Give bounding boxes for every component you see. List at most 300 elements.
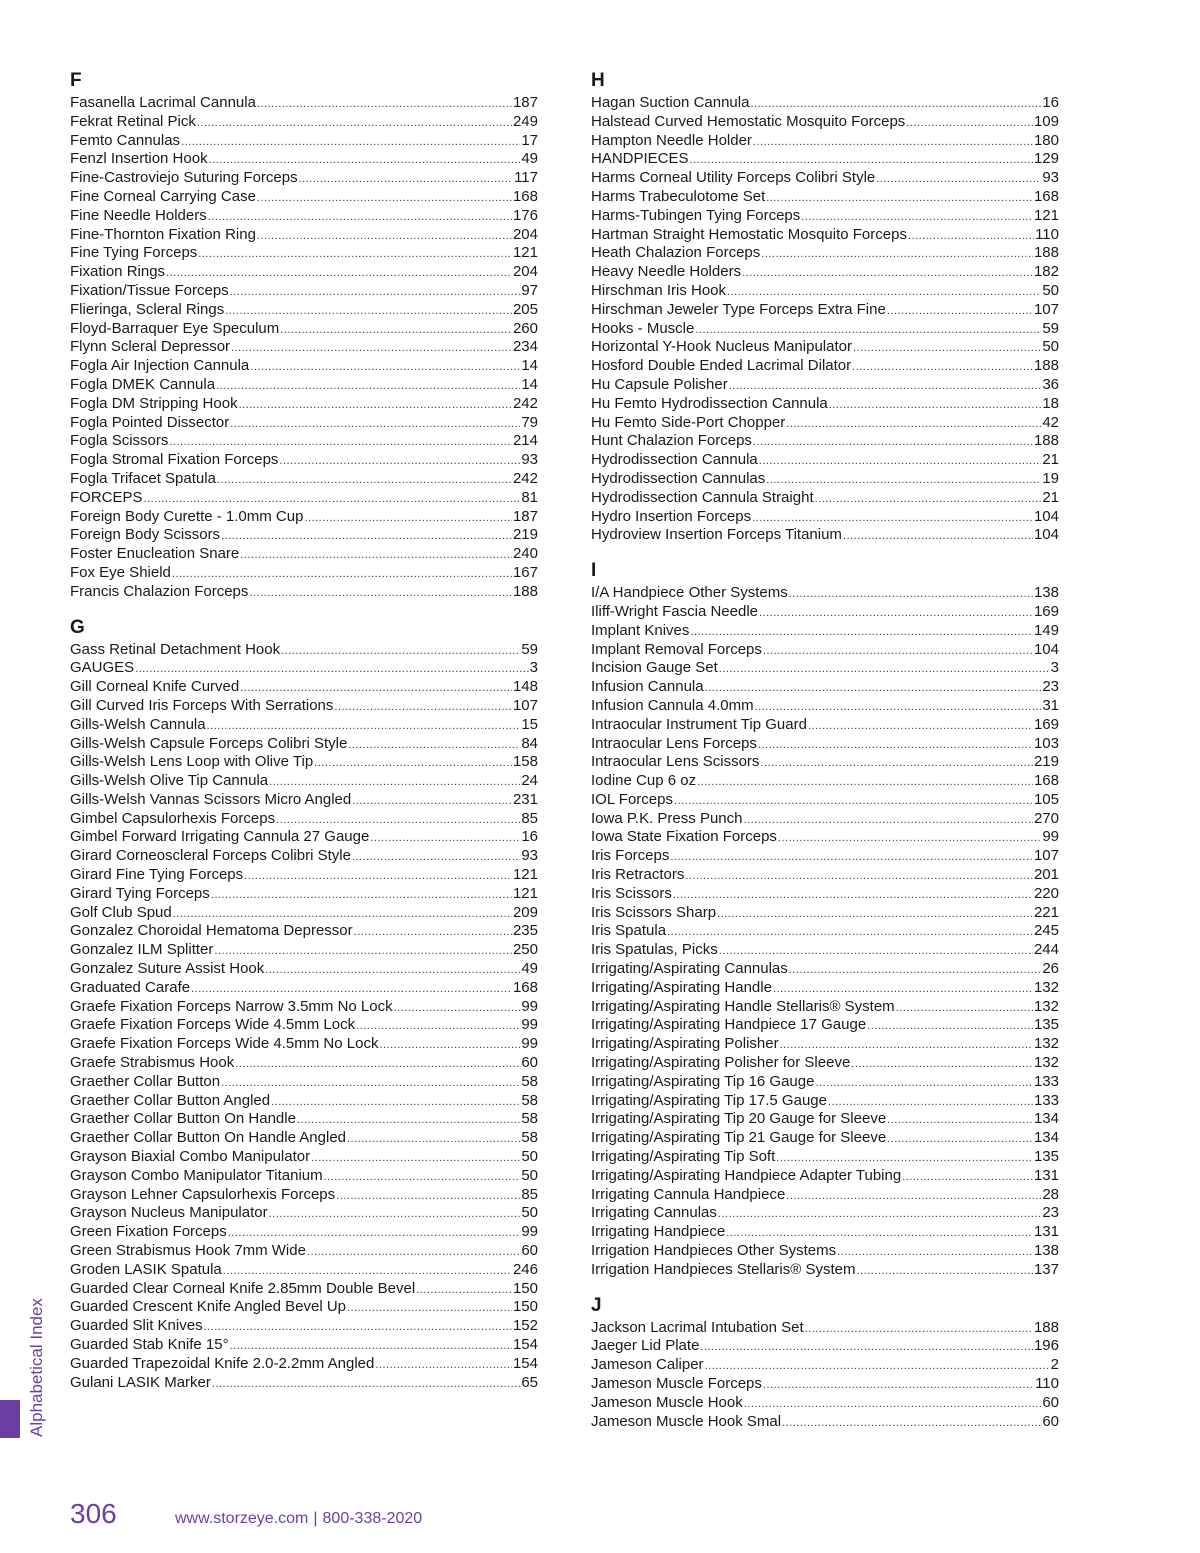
index-entry [591, 810, 1059, 829]
index-entry [591, 1148, 1059, 1167]
dot-leader [279, 452, 520, 470]
dot-leader [347, 1130, 520, 1148]
entry-name: Iris Spatula [591, 922, 667, 940]
index-entry [70, 583, 538, 602]
entry-name: Hydrodissection Cannula [591, 451, 758, 469]
entry-name: Irrigating/Aspirating Handle Stellaris® System [591, 997, 895, 1015]
index-entry [591, 697, 1059, 716]
entry-name: Gonzalez ILM Splitter [70, 941, 214, 959]
entry-page-number: 23 [1042, 1204, 1059, 1222]
entry-page-number: 168 [1033, 772, 1059, 790]
entry-page-number: 188 [1033, 357, 1059, 375]
index-entry [70, 282, 538, 301]
index-section-g [70, 617, 538, 1393]
entry-name: Grayson Biaxial Combo Manipulator [70, 1148, 311, 1166]
dot-leader [276, 811, 520, 829]
entry-page-number: 58 [521, 1072, 538, 1090]
dot-leader [271, 1093, 520, 1111]
dot-leader [228, 1224, 521, 1242]
entry-name: Hirschman Iris Hook [591, 281, 727, 299]
index-entry [70, 564, 538, 583]
dot-leader [837, 1243, 1033, 1261]
entry-page-number: 104 [1033, 507, 1059, 525]
dot-leader [727, 283, 1041, 301]
index-entry [70, 526, 538, 545]
index-entry [591, 489, 1059, 508]
entry-name: Harms Trabeculotome Set [591, 187, 766, 205]
entry-page-number: 249 [512, 112, 538, 130]
entry-page-number: 31 [1042, 696, 1059, 714]
entry-name: Horizontal Y-Hook Nucleus Manipulator [591, 338, 852, 356]
index-entry [70, 1298, 538, 1317]
entry-page-number: 150 [512, 1279, 538, 1297]
entry-name: Gill Corneal Knife Curved [70, 678, 240, 696]
dot-leader [876, 170, 1041, 188]
entry-page-number: 148 [512, 678, 538, 696]
index-entry [591, 132, 1059, 151]
index-entry [591, 847, 1059, 866]
entry-name: Incision Gauge Set [591, 659, 718, 677]
entry-name: Hu Femto Side-Port Chopper [591, 413, 786, 431]
entry-name: Irrigation Handpieces Stellaris® System [591, 1260, 856, 1278]
dot-leader [700, 1338, 1033, 1356]
index-entry [70, 1186, 538, 1205]
entry-page-number: 168 [512, 978, 538, 996]
index-entry [591, 904, 1059, 923]
footer-phone: 800-338-2020 [322, 1510, 423, 1527]
dot-leader [729, 377, 1042, 395]
entry-page-number: 19 [1042, 469, 1059, 487]
index-entry [591, 1129, 1059, 1148]
index-entry [70, 1035, 538, 1054]
entry-name: Hydro Insertion Forceps [591, 507, 752, 525]
dot-leader [197, 114, 512, 132]
entry-page-number: 169 [1033, 715, 1059, 733]
dot-leader [240, 546, 512, 564]
entry-name: Fogla Scissors [70, 432, 169, 450]
entry-page-number: 104 [1033, 526, 1059, 544]
entry-name: Green Strabismus Hook 7mm Wide [70, 1242, 306, 1260]
index-entry [591, 282, 1059, 301]
entry-name: Implant Removal Forceps [591, 640, 762, 658]
entry-page-number: 93 [1042, 169, 1059, 187]
entry-page-number: 135 [1033, 1016, 1059, 1034]
entry-page-number: 15 [521, 715, 538, 733]
index-entry [591, 169, 1059, 188]
dot-leader [169, 433, 512, 451]
dot-leader [172, 565, 512, 583]
dot-leader [230, 415, 520, 433]
index-entry [591, 1167, 1059, 1186]
index-entry [70, 432, 538, 451]
entry-name: Heavy Needle Holders [591, 263, 742, 281]
index-entry [591, 998, 1059, 1017]
entry-page-number: 188 [1033, 244, 1059, 262]
entry-page-number: 50 [521, 1166, 538, 1184]
entry-name: Irrigating/Aspirating Handpiece Adapter Tubing [591, 1166, 902, 1184]
entry-name: Fogla DM Stripping Hook [70, 394, 238, 412]
entry-name: Iris Scissors Sharp [591, 903, 717, 921]
dot-leader [166, 264, 512, 282]
entry-name: Hydroview Insertion Forceps Titanium [591, 526, 842, 544]
entry-name: Graefe Fixation Forceps Narrow 3.5mm No Lock [70, 997, 393, 1015]
dot-leader [726, 1224, 1033, 1242]
entry-page-number: 240 [512, 545, 538, 563]
dot-leader [705, 679, 1042, 697]
index-entry [70, 150, 538, 169]
dot-leader [135, 660, 528, 678]
dot-leader [755, 698, 1042, 716]
index-entry [591, 791, 1059, 810]
entry-page-number: 196 [1033, 1337, 1059, 1355]
index-entry [70, 376, 538, 395]
dot-leader [773, 980, 1033, 998]
entry-name: Iris Forceps [591, 847, 670, 865]
dot-leader [250, 358, 520, 376]
index-entry [70, 885, 538, 904]
dot-leader [786, 1187, 1041, 1205]
entry-name: Graether Collar Button On Handle [70, 1110, 296, 1128]
dot-leader [181, 133, 520, 151]
entry-name: Jameson Caliper [591, 1356, 704, 1374]
dot-leader [780, 1036, 1033, 1054]
entry-page-number: 133 [1033, 1091, 1059, 1109]
entry-name: Infusion Cannula 4.0mm [591, 696, 754, 714]
entry-page-number: 14 [521, 375, 538, 393]
entry-name: Hunt Chalazion Forceps [591, 432, 752, 450]
index-entry [70, 244, 538, 263]
dot-leader [244, 867, 512, 885]
dot-leader [240, 679, 512, 697]
entry-page-number: 167 [512, 563, 538, 581]
index-entry [591, 603, 1059, 622]
entry-page-number: 99 [1042, 828, 1059, 846]
entry-name: Jaeger Lid Plate [591, 1337, 700, 1355]
entry-page-number: 133 [1033, 1072, 1059, 1090]
footer-separator: | [313, 1510, 318, 1527]
entry-page-number: 129 [1033, 150, 1059, 168]
dot-leader [719, 942, 1033, 960]
dot-leader [221, 527, 512, 545]
index-entry [591, 1073, 1059, 1092]
index-entry [591, 584, 1059, 603]
entry-name: Iowa P.K. Press Punch [591, 809, 743, 827]
entry-name: Irrigating/Aspirating Handle [591, 978, 772, 996]
dot-leader [230, 1337, 512, 1355]
dot-leader [705, 1357, 1050, 1375]
dot-leader [752, 509, 1033, 527]
dot-leader [789, 585, 1033, 603]
index-entry [591, 1204, 1059, 1223]
entry-name: Intraocular Lens Forceps [591, 734, 757, 752]
dot-leader [211, 886, 512, 904]
dot-leader [690, 623, 1033, 641]
entry-name: Hooks - Muscle [591, 319, 695, 337]
entry-page-number: 187 [512, 507, 538, 525]
dot-leader [225, 302, 512, 320]
dot-leader [717, 905, 1033, 923]
index-entry [591, 1319, 1059, 1338]
dot-leader [216, 377, 520, 395]
entry-page-number: 168 [1033, 187, 1059, 205]
dot-leader [207, 717, 521, 735]
dot-leader [805, 1320, 1033, 1338]
entry-page-number: 221 [1033, 903, 1059, 921]
entry-page-number: 168 [512, 187, 538, 205]
dot-leader [370, 829, 520, 847]
index-entry [591, 207, 1059, 226]
dot-leader [311, 1149, 520, 1167]
index-entry [70, 866, 538, 885]
entry-page-number: 103 [1033, 734, 1059, 752]
dot-leader [352, 792, 512, 810]
entry-page-number: 158 [512, 753, 538, 771]
entry-page-number: 121 [512, 884, 538, 902]
entry-name: Fine Needle Holders [70, 206, 207, 224]
entry-page-number: 50 [1042, 338, 1059, 356]
dot-leader [348, 736, 520, 754]
dot-leader [697, 773, 1033, 791]
index-entry [591, 1337, 1059, 1356]
dot-leader [808, 717, 1033, 735]
index-entry [70, 659, 538, 678]
dot-leader [887, 1130, 1033, 1148]
entry-page-number: 214 [512, 432, 538, 450]
entry-name: Fogla Stromal Fixation Forceps [70, 451, 279, 469]
entry-page-number: 2 [1050, 1356, 1059, 1374]
dot-leader [801, 208, 1033, 226]
entry-page-number: 81 [521, 488, 538, 506]
entry-name: Gonzalez Choroidal Hematoma Depressor [70, 922, 353, 940]
dot-leader [209, 151, 521, 169]
index-entry [70, 753, 538, 772]
dot-leader [144, 490, 521, 508]
entry-page-number: 176 [512, 206, 538, 224]
entry-name: Flieringa, Scleral Rings [70, 300, 225, 318]
entry-name: Fixation Rings [70, 263, 166, 281]
entry-name: Fogla Air Injection Cannula [70, 357, 250, 375]
entry-name: Hu Femto Hydrodissection Cannula [591, 394, 828, 412]
index-section-j [591, 1295, 1059, 1432]
section-letter-heading: H [591, 70, 605, 91]
index-column-left [70, 70, 538, 1392]
entry-name: Fogla Pointed Dissector [70, 413, 230, 431]
dot-leader [789, 961, 1042, 979]
index-entry [70, 338, 538, 357]
index-entry [591, 1223, 1059, 1242]
index-entry [70, 678, 538, 697]
index-entry [70, 979, 538, 998]
entry-name: Fox Eye Shield [70, 563, 171, 581]
entry-name: HANDPIECES [591, 150, 689, 168]
entry-page-number: 204 [512, 225, 538, 243]
index-entry [591, 188, 1059, 207]
entry-page-number: 93 [521, 847, 538, 865]
entry-name: Iliff-Wright Fascia Needle [591, 602, 759, 620]
entry-page-number: 3 [529, 659, 538, 677]
dot-leader [857, 1262, 1033, 1280]
entry-name: Gimbel Forward Irrigating Cannula 27 Gauge [70, 828, 370, 846]
entry-page-number: 132 [1033, 1054, 1059, 1072]
dot-leader [815, 490, 1042, 508]
index-section-i [591, 560, 1059, 1279]
entry-page-number: 154 [512, 1354, 538, 1372]
page-footer [70, 1498, 422, 1538]
index-entry [70, 1167, 538, 1186]
entry-name: Irrigation Handpieces Other Systems [591, 1242, 837, 1260]
entry-page-number: 49 [521, 960, 538, 978]
entry-page-number: 250 [512, 941, 538, 959]
index-entry [70, 810, 538, 829]
index-entry [591, 263, 1059, 282]
index-entry [591, 1186, 1059, 1205]
entry-page-number: 182 [1033, 263, 1059, 281]
index-entry [70, 113, 538, 132]
index-entry [591, 357, 1059, 376]
entry-page-number: 121 [512, 244, 538, 262]
index-entry [591, 508, 1059, 527]
dot-leader [673, 886, 1033, 904]
entry-name: Graefe Fixation Forceps Wide 4.5mm No Lock [70, 1035, 379, 1053]
dot-leader [695, 321, 1041, 339]
index-entry [591, 659, 1059, 678]
dot-leader [750, 95, 1041, 113]
entry-page-number: 117 [514, 169, 538, 187]
index-entry [70, 489, 538, 508]
dot-leader [759, 604, 1033, 622]
entry-name: Grayson Nucleus Manipulator [70, 1204, 268, 1222]
entry-name: Iowa State Fixation Forceps [591, 828, 777, 846]
entry-name: Gills-Welsh Capsule Forceps Colibri Style [70, 734, 348, 752]
entry-page-number: 18 [1042, 394, 1059, 412]
entry-name: I/A Handpiece Other Systems [591, 584, 788, 602]
entry-page-number: 152 [512, 1317, 538, 1335]
index-entry [70, 1317, 538, 1336]
entry-name: Femto Cannulas [70, 131, 181, 149]
dot-leader [314, 754, 512, 772]
index-entry [591, 979, 1059, 998]
dot-leader [307, 1243, 520, 1261]
entry-name: Guarded Stab Knife 15° [70, 1336, 229, 1353]
entry-page-number: 109 [1033, 112, 1059, 130]
index-entry [70, 1355, 538, 1374]
entry-name: Hartman Straight Hemostatic Mosquito Forceps [591, 225, 907, 243]
dot-leader [352, 848, 520, 866]
entry-name: Irrigating/Aspirating Polisher for Sleeve [591, 1054, 851, 1072]
entry-name: Iris Spatulas, Picks [591, 941, 718, 959]
index-entry [70, 960, 538, 979]
index-entry [70, 470, 538, 489]
entry-page-number: 121 [512, 866, 538, 884]
entry-name: Hirschman Jeweler Type Forceps Extra Fine [591, 300, 886, 318]
entry-page-number: 132 [1033, 978, 1059, 996]
entry-page-number: 105 [1033, 790, 1059, 808]
entry-name: Grayson Lehner Capsulorhexis Forceps [70, 1185, 336, 1203]
dot-leader [766, 189, 1033, 207]
entry-page-number: 219 [1033, 753, 1059, 771]
entry-name: Graether Collar Button [70, 1072, 221, 1090]
entry-name: Jameson Muscle Hook Smal [591, 1412, 782, 1430]
entry-name: Graether Collar Button Angled [70, 1091, 271, 1109]
entry-name: Gill Curved Iris Forceps With Serrations [70, 696, 334, 714]
entry-name: Irrigating/Aspirating Tip 20 Gauge for Sleeve [591, 1110, 887, 1128]
section-letter-heading: F [70, 70, 82, 91]
index-entry [70, 772, 538, 791]
entry-page-number: 138 [1033, 584, 1059, 602]
index-entry [70, 791, 538, 810]
entry-name: Foreign Body Scissors [70, 526, 221, 544]
footer-website-link[interactable]: www.storzeye.com [175, 1510, 309, 1527]
index-entry [591, 94, 1059, 113]
entry-name: Hampton Needle Holder [591, 131, 752, 149]
entry-page-number: 28 [1042, 1185, 1059, 1203]
index-entry [591, 1110, 1059, 1129]
entry-name: Girard Tying Forceps [70, 884, 210, 902]
index-column-right [591, 70, 1059, 1431]
entry-name: Groden LASIK Spatula [70, 1260, 222, 1278]
entry-name: Golf Club Spud [70, 903, 172, 921]
index-entry [591, 735, 1059, 754]
entry-name: Irrigating Handpiece [591, 1223, 726, 1241]
entry-page-number: 58 [521, 1091, 538, 1109]
entry-name: Green Fixation Forceps [70, 1223, 227, 1241]
dot-leader [763, 1376, 1034, 1394]
index-entry [591, 1375, 1059, 1394]
index-entry [70, 226, 538, 245]
entry-page-number: 99 [521, 1016, 538, 1034]
index-entry [70, 1204, 538, 1223]
index-entry [70, 641, 538, 660]
entry-name: Graduated Carafe [70, 978, 191, 996]
index-entry [70, 1280, 538, 1299]
page-number: 306 [70, 1498, 117, 1529]
index-entry [70, 904, 538, 923]
entry-name: Floyd-Barraquer Eye Speculum [70, 319, 280, 337]
dot-leader [829, 396, 1042, 414]
entry-page-number: 16 [521, 828, 538, 846]
dot-leader [782, 1414, 1041, 1432]
entry-page-number: 36 [1042, 375, 1059, 393]
entry-page-number: 24 [521, 772, 538, 790]
dot-leader [843, 527, 1033, 545]
entry-name: Iodine Cup 6 oz [591, 772, 697, 790]
entry-name: Gimbel Capsulorhexis Forceps [70, 809, 276, 827]
entry-page-number: 60 [521, 1242, 538, 1260]
dot-leader [231, 339, 512, 357]
entry-page-number: 219 [512, 526, 538, 544]
entry-name: Irrigating/Aspirating Tip 21 Gauge for Sleeve [591, 1129, 887, 1147]
index-entry [70, 320, 538, 339]
dot-leader [743, 811, 1032, 829]
entry-page-number: 58 [521, 1129, 538, 1147]
index-entry [70, 1261, 538, 1280]
dot-leader [208, 208, 512, 226]
index-entry [591, 395, 1059, 414]
dot-leader [902, 1168, 1033, 1186]
entry-name: IOL Forceps [591, 790, 673, 808]
entry-name: Gonzalez Suture Assist Hook [70, 960, 265, 978]
entry-name: Irrigating Cannulas [591, 1204, 717, 1222]
dot-leader [719, 660, 1050, 678]
entry-name: Fogla Trifacet Spatula [70, 469, 216, 487]
dot-leader [354, 923, 512, 941]
index-entry [591, 244, 1059, 263]
index-entry [70, 697, 538, 716]
side-label-text: Alphabetical Index [27, 1298, 46, 1437]
dot-leader [763, 642, 1033, 660]
index-entry [70, 1073, 538, 1092]
dot-leader [896, 999, 1033, 1017]
